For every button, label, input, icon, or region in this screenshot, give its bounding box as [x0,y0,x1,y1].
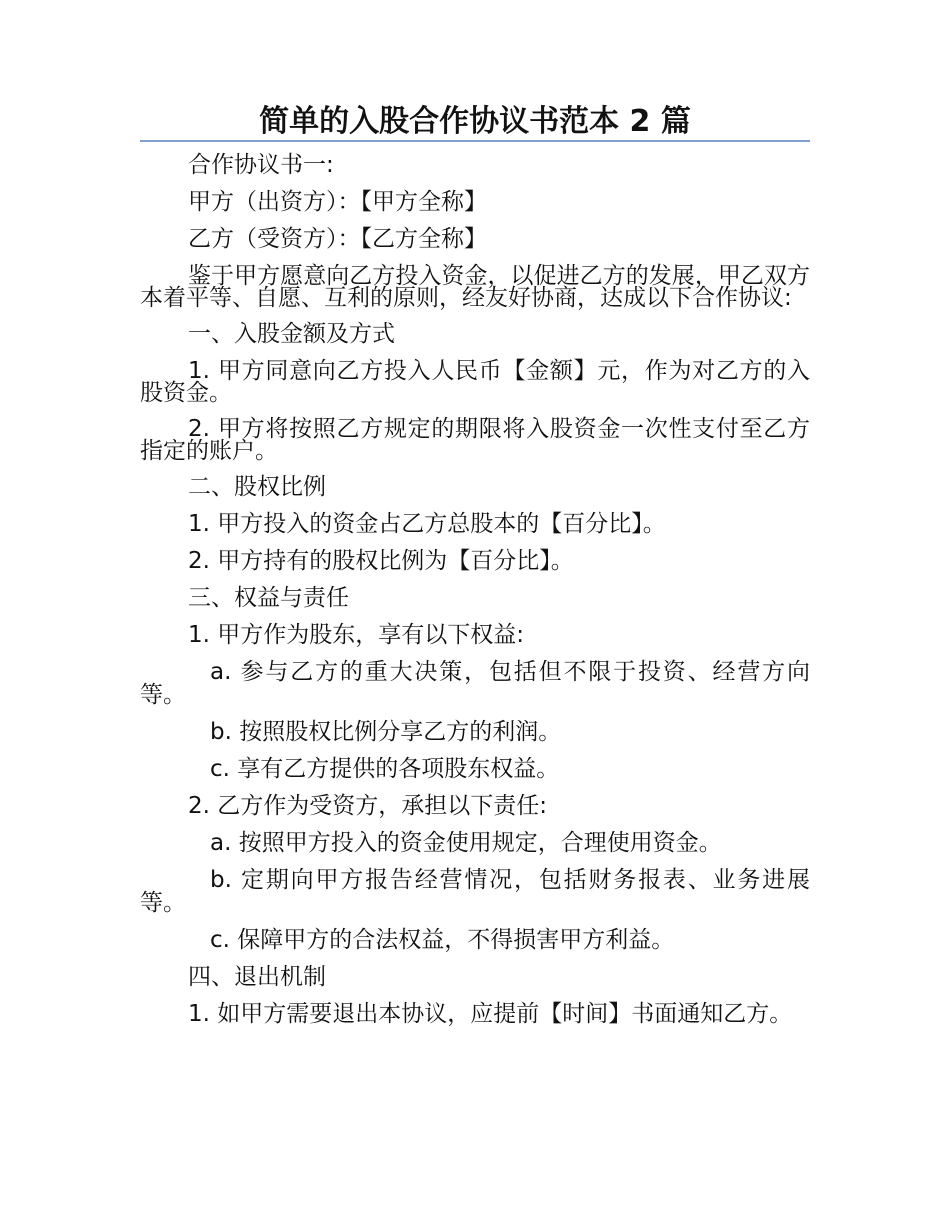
paragraph-party-b: 乙方（受资方）：【乙方全称】 [188,226,487,252]
paragraph-1-2: 2. 甲方将按照乙方规定的期限将入股资金一次性支付至乙方指定的账户。 [140,416,810,464]
paragraph-3-1-a: a. 参与乙方的重大决策，包括但不限于投资、经营方向等。 [140,659,810,708]
paragraph-agreement-one: 合作协议书一: [188,152,334,178]
heading-section-3: 三、权益与责任 [188,585,349,611]
paragraph-3-2-a: a. 按照甲方投入的资金使用规定，合理使用资金。 [210,830,722,856]
paragraph-4-1: 1. 如甲方需要退出本协议，应提前【时间】书面通知乙方。 [188,1001,793,1027]
heading-section-2: 二、股权比例 [188,474,326,500]
paragraph-3-2-c: c. 保障甲方的合法权益，不得损害甲方利益。 [210,927,675,953]
paragraph-party-a: 甲方（出资方）：【甲方全称】 [188,189,487,215]
document-body [140,154,810,1040]
heading-section-4: 四、退出机制 [188,964,326,990]
paragraph-3-1-b: b. 按照股权比例分享乙方的利润。 [210,719,562,745]
paragraph-3-1-c: c. 享有乙方提供的各项股东权益。 [210,756,560,782]
paragraph-preamble: 鉴于甲方愿意向乙方投入资金，以促进乙方的发展，甲乙双方本着平等、自愿、互利的原则，经友好协商，达成以下合作协议: [140,263,810,311]
heading-section-1: 一、入股金额及方式 [188,321,395,347]
document-title: 简单的入股合作协议书范本 2 篇 [140,102,810,142]
paragraph-3-2: 2. 乙方作为受资方，承担以下责任: [188,793,548,819]
paragraph-2-1: 1. 甲方投入的资金占乙方总股本的【百分比】。 [188,511,666,537]
paragraph-2-2: 2. 甲方持有的股权比例为【百分比】。 [188,548,574,574]
paragraph-1-1: 1. 甲方同意向乙方投入人民币【金额】元，作为对乙方的入股资金。 [140,358,810,406]
paragraph-3-1: 1. 甲方作为股东，享有以下权益: [188,622,525,648]
paragraph-3-2-b: b. 定期向甲方报告经营情况，包括财务报表、业务进展等。 [140,867,810,916]
